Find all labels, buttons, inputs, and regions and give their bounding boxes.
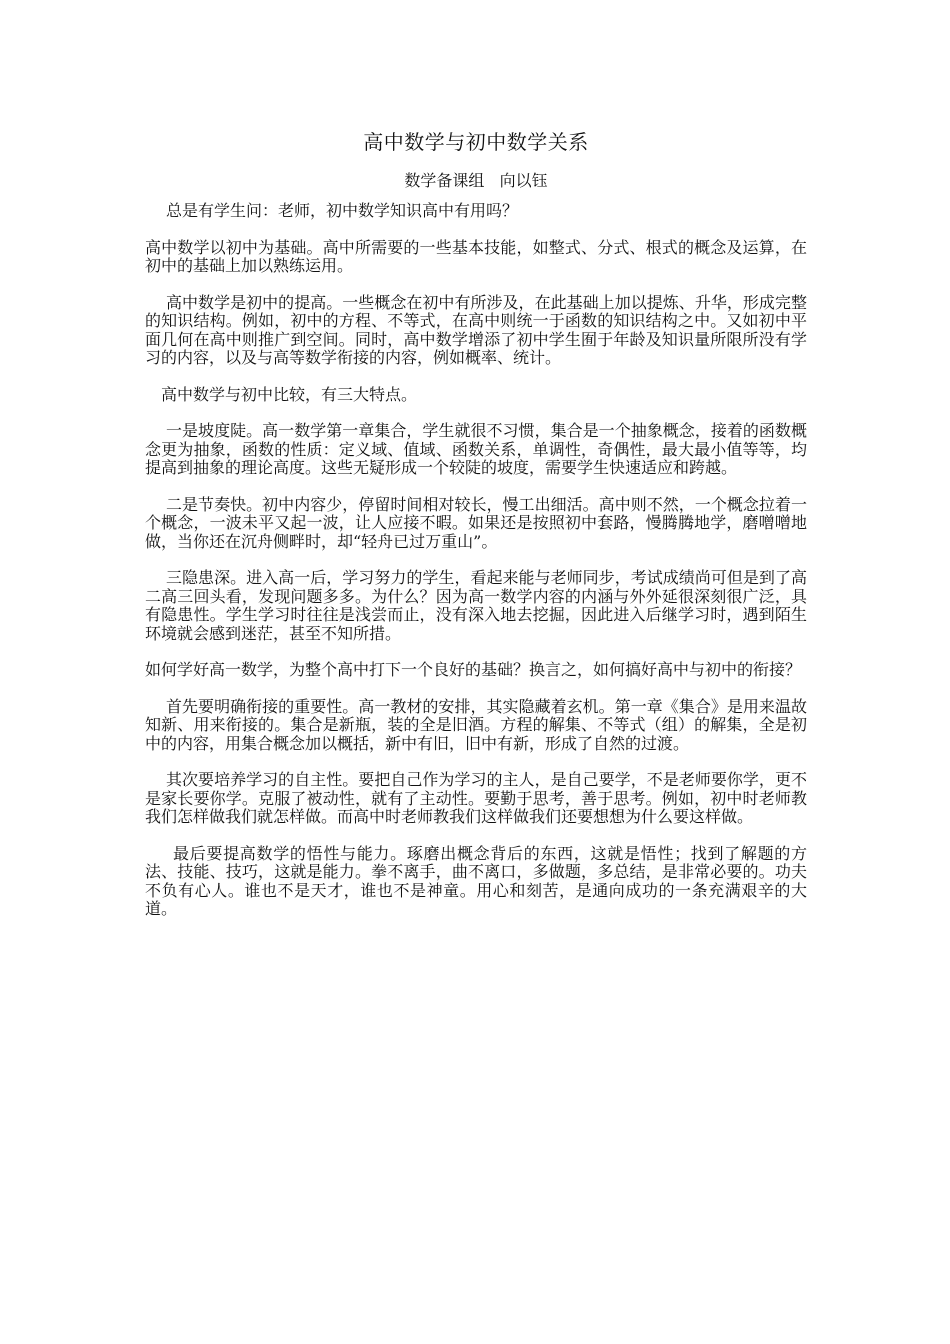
paragraph-three-features: 高中数学与初中比较，有三大特点。 bbox=[161, 384, 418, 404]
paragraph-foundation: 高中数学以初中为基础。高中所需要的一些基本技能，如整式、分式、根式的概念及运算，在初中的基础上加以熟练运用。 bbox=[145, 237, 807, 275]
paragraph-final-step: 最后要提高数学的悟性与能力。琢磨出概念背后的东西，这就是悟性；找到了解题的方法、技能、技巧，这就是能力。拳不离手，曲不离口，多做题，多总结，是非常必要的。功夫不负有心人。谁也不是天才，谁也不是神童。用心和刻苦，是通向成功的一条充满艰辛的大道。 bbox=[145, 843, 807, 918]
paragraph-feature-fast: 二是节奏快。初中内容少，停留时间相对较长，慢工出细活。高中则不然，一个概念拉着一个概念，一波未平又起一波，让人应接不暇。如果还是按照初中套路，慢腾腾地学，磨噌噌地做，当你还在沉舟侧畔时，却“轻舟已过万重山”。 bbox=[145, 494, 807, 551]
paragraph-question: 总是有学生问：老师，初中数学知识高中有用吗？ bbox=[166, 201, 519, 220]
document-byline: 数学备课组 向以钰 bbox=[404, 171, 548, 190]
document-title: 高中数学与初中数学关系 bbox=[363, 130, 589, 154]
document-page bbox=[145, 120, 807, 937]
paragraph-how-to-learn: 如何学好高一数学，为整个高中打下一个良好的基础？换言之，如何搞好高中与初中的衔接？ bbox=[145, 660, 802, 679]
paragraph-first-step: 首先要明确衔接的重要性。高一教材的安排，其实隐藏着玄机。第一章《集合》是用来温故知新、用来衔接的。集合是新瓶，装的全是旧酒。方程的解集、不等式（组）的解集，全是初中的内容，用集合概念加以概括，新中有旧，旧中有新，形成了自然的过渡。 bbox=[145, 696, 807, 753]
paragraph-second-step: 其次要培养学习的自主性。要把自己作为学习的主人，是自己要学，不是老师要你学，更不是家长要你学。克服了被动性，就有了主动性。要勤于思考，善于思考。例如，初中时老师教我们怎样做我们就怎样做。而高中时老师教我们这样做我们还要想想为什么要这样做。 bbox=[145, 770, 807, 826]
paragraph-feature-steep: 一是坡度陡。高一数学第一章集合，学生就很不习惯，集合是一个抽象概念，接着的函数概念更为抽象，函数的性质：定义域、值域、函数关系，单调性，奇偶性，最大最小值等等，均提高到抽象的理论高度。这些无疑形成一个较陡的坡度，需要学生快速适应和跨越。 bbox=[145, 421, 807, 477]
paragraph-improvement: 高中数学是初中的提高。一些概念在初中有所涉及，在此基础上加以提炼、升华，形成完整的知识结构。例如，初中的方程、不等式，在高中则统一于函数的知识结构之中。又如初中平面几何在高中则推广到空间。同时，高中数学增添了初中学生囿于年龄及知识量所限所没有学习的内容，以及与高等数学衔接的内容，例如概率、统计。 bbox=[145, 292, 807, 367]
paragraph-feature-hidden: 三隐患深。进入高一后，学习努力的学生，看起来能与老师同步，考试成绩尚可但是到了高二高三回头看，发现问题多多。为什么？因为高一数学内容的内涵与外外延很深刻很广泛，具有隐患性。学生学习时往往是浅尝而止，没有深入地去挖掘，因此进入后继学习时，遇到陌生环境就会感到迷茫，甚至不知所措。 bbox=[145, 568, 807, 643]
